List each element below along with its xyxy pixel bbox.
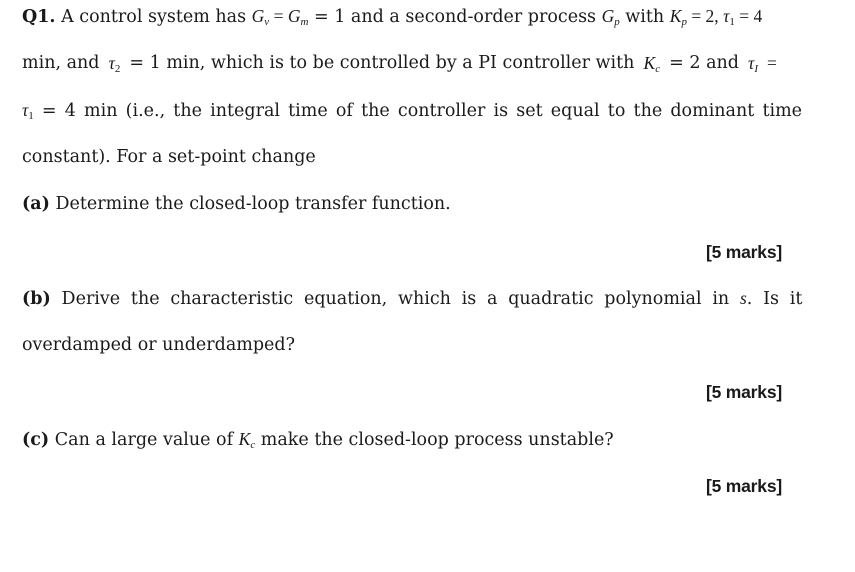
part-b-label: (b) [22, 289, 51, 309]
symbol-Gm-sub: m [300, 16, 309, 28]
symbol-Kp-sub: p [681, 16, 687, 28]
part-a-text: Determine the closed-loop transfer function. [49, 194, 451, 214]
part-b-text-1: Derive the characteristic equation, which is a quadratic polynomial in [50, 289, 740, 309]
part-a [22, 192, 451, 216]
line2-text-d: = [767, 53, 777, 73]
question-line-3 [22, 98, 803, 123]
symbol-tauI: τ [748, 53, 755, 73]
symbol-s: s [739, 288, 747, 308]
symbol-tau1-line3-sub: 1 [28, 110, 34, 122]
question-line-4 [22, 145, 316, 169]
line2-tauI-group [748, 51, 758, 76]
symbol-Kc-sub: c [655, 63, 661, 75]
tau1-value: = 4 [734, 6, 763, 26]
eq2: = 1 and a second-order process [308, 7, 602, 27]
line2-text-b: = 1 min, which is to be controlled by a PI controller with [129, 53, 635, 73]
part-b-marks: [5 marks] [705, 382, 782, 402]
part-c-marks: [5 marks] [705, 476, 782, 496]
symbol-tau1: τ [723, 6, 730, 26]
symbol-Gm: G [287, 6, 301, 26]
symbol-tauI-sub: I [754, 63, 758, 75]
line2-kc-group [644, 51, 661, 76]
part-b-text-1-end: . Is it [746, 289, 803, 309]
symbol-Gp-sub: p [614, 16, 620, 28]
line2-text-a: min, and [22, 53, 100, 73]
question-label: Q1. [22, 7, 56, 27]
part-c-text-1: Can a large value of [49, 430, 239, 450]
question-line-1 [22, 4, 762, 29]
symbol-Gv-sub: v [264, 16, 270, 28]
symbol-Kp: K [669, 6, 682, 26]
line3-text: = 4 min (i.e., the integral time of the controller is set equal to the dominant time [33, 101, 803, 121]
line2-text-c: = 2 and [669, 53, 739, 73]
symbol-tau2: τ [108, 53, 115, 73]
part-c [22, 427, 614, 452]
symbol-Kc-part-c: K [238, 429, 251, 449]
symbol-Gp: G [601, 6, 615, 26]
part-c-label: (c) [22, 430, 50, 450]
symbol-Kc-part-c-sub: c [250, 439, 256, 451]
line4-text: constant). For a set-point change [22, 147, 316, 167]
eq1: = [269, 6, 288, 26]
part-b-text-2: overdamped or underdamped? [22, 335, 296, 355]
symbol-Gv: G [251, 6, 265, 26]
part-a-marks: [5 marks] [705, 242, 782, 262]
kp-value: = 2, [686, 6, 724, 26]
symbol-Kc: K [643, 53, 656, 73]
with-text: with [619, 7, 670, 27]
part-b-line-1 [22, 286, 803, 311]
part-a-label: (a) [22, 194, 50, 214]
symbol-tau1-sub: 1 [729, 16, 735, 28]
symbol-tau2-sub: 2 [114, 63, 121, 75]
symbol-tau1-line3: τ [22, 100, 29, 120]
part-b-line-2 [22, 333, 295, 357]
question-line-2 [22, 51, 777, 76]
part-c-text-2: make the closed-loop process unstable? [255, 430, 614, 450]
line2-tau2-group [109, 51, 121, 76]
question-intro: A control system has [61, 7, 247, 27]
